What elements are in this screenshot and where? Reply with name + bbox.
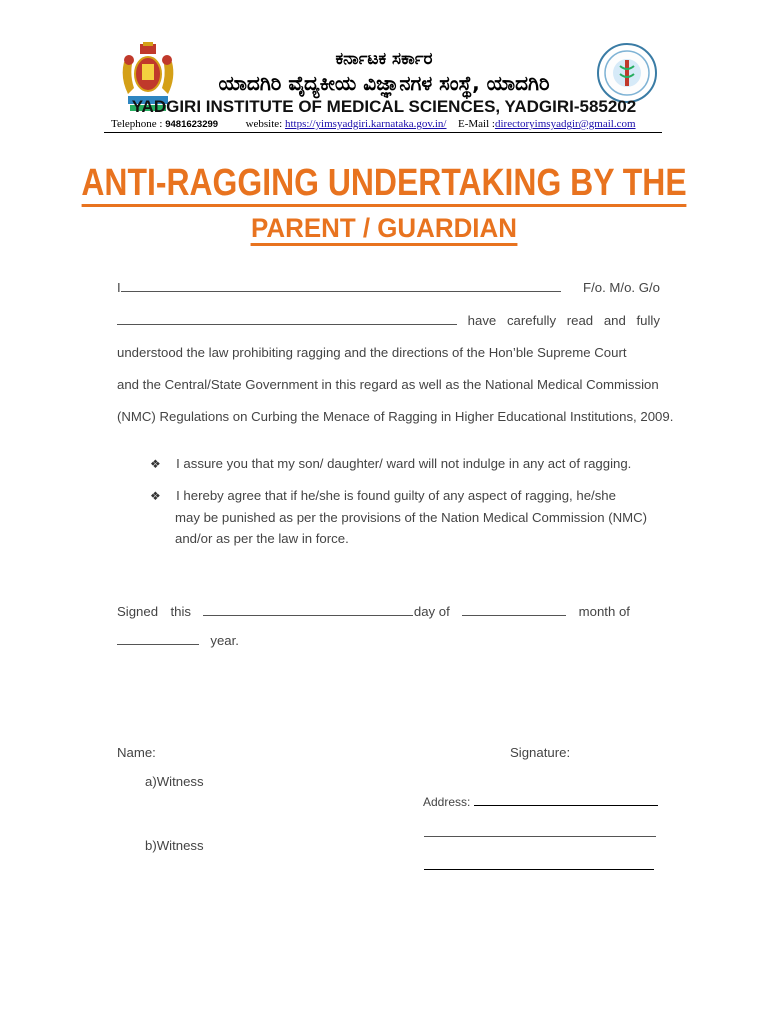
parent-name-blank[interactable] <box>121 291 561 292</box>
word-carefully: carefully <box>506 313 557 328</box>
parent-name-line <box>117 280 660 295</box>
signature-label: Signature: <box>510 745 571 760</box>
document-subtitle <box>15 213 752 244</box>
year-label: year. <box>210 633 239 648</box>
student-name-line <box>117 313 660 328</box>
this-label: this <box>170 604 192 619</box>
word-fully: fully <box>636 313 660 328</box>
document-title <box>61 162 706 205</box>
relation-label: F/o. M/o. G/o <box>583 280 660 295</box>
institute-name-english: YADGIRI INSTITUTE OF MEDICAL SCIENCES, YADGIRI-585202 <box>131 97 637 116</box>
website-label: website: <box>245 118 283 130</box>
day-blank[interactable] <box>203 615 413 616</box>
header-divider <box>104 132 662 133</box>
bullet-1-text: I assure you that my son/ daughter/ ward will not indulge in any act of ragging. <box>176 456 632 471</box>
bullet-2-text-line-1: I hereby agree that if he/she is found guilty of any aspect of ragging, he/she <box>176 488 616 503</box>
address-blank-1[interactable] <box>474 805 658 806</box>
pronoun-i: I <box>117 280 121 295</box>
signed-date-line <box>117 604 630 619</box>
website-link[interactable]: https://yimsyadgiri.karnataka.gov.in/ <box>284 118 447 130</box>
address-blank-2[interactable] <box>424 836 656 837</box>
witness-b-label: b)Witness <box>145 838 204 853</box>
month-of-label: month of <box>578 604 630 619</box>
day-of-label: day of <box>413 604 450 619</box>
institute-name-kannada: ಯಾದಗಿರಿ ವೈದ್ಯಕೀಯ ವಿಜ್ಞಾನಗಳ ಸಂಸ್ಥೆ, ಯಾದಗಿರಿ <box>218 71 550 95</box>
government-name-kannada: ಕರ್ನಾಟಕ ಸರ್ಕಾರ <box>335 49 433 69</box>
word-and: and <box>603 313 626 328</box>
month-blank[interactable] <box>462 615 566 616</box>
year-line <box>117 633 239 648</box>
bullet-2-text-line-2: may be punished as per the provisions of the Nation Medical Commission (NMC) <box>175 510 648 525</box>
contact-line <box>111 118 671 130</box>
paragraph-line-5: (NMC) Regulations on Curbing the Menace of Ragging in Higher Educational Institutions, 2009. <box>117 409 674 424</box>
title-line-1: ANTI-RAGGING UNDERTAKING BY THE <box>81 162 686 207</box>
signed-label: Signed <box>117 604 159 619</box>
telephone-label: Telephone : <box>111 118 163 130</box>
email-link[interactable]: directoryimsyadgir@gmail.com <box>494 118 636 130</box>
word-read: read <box>566 313 594 328</box>
witness-a-label: a)Witness <box>145 774 204 789</box>
student-name-blank[interactable] <box>117 324 457 325</box>
title-line-2: PARENT / GUARDIAN <box>251 213 517 246</box>
address-label: Address: <box>423 795 471 809</box>
bullet-diamond-icon: ❖ <box>150 457 161 471</box>
bullet-diamond-icon: ❖ <box>150 489 161 503</box>
address-blank-3[interactable] <box>424 869 654 870</box>
address-line <box>423 795 470 809</box>
word-have: have <box>467 313 497 328</box>
bullet-2-text-line-3: and/or as per the law in force. <box>175 531 349 546</box>
name-label: Name: <box>117 745 156 760</box>
email-label: E-Mail : <box>458 118 495 130</box>
bullet-item-1 <box>150 456 631 471</box>
paragraph-line-3: understood the law prohibiting ragging and the directions of the Hon’ble Supreme Court <box>117 345 627 360</box>
telephone-number: 9481623299 <box>165 119 219 130</box>
paragraph-line-4: and the Central/State Government in this regard as well as the National Medical Commission <box>117 377 659 392</box>
bullet-item-2 <box>150 488 616 503</box>
year-blank[interactable] <box>117 644 199 645</box>
